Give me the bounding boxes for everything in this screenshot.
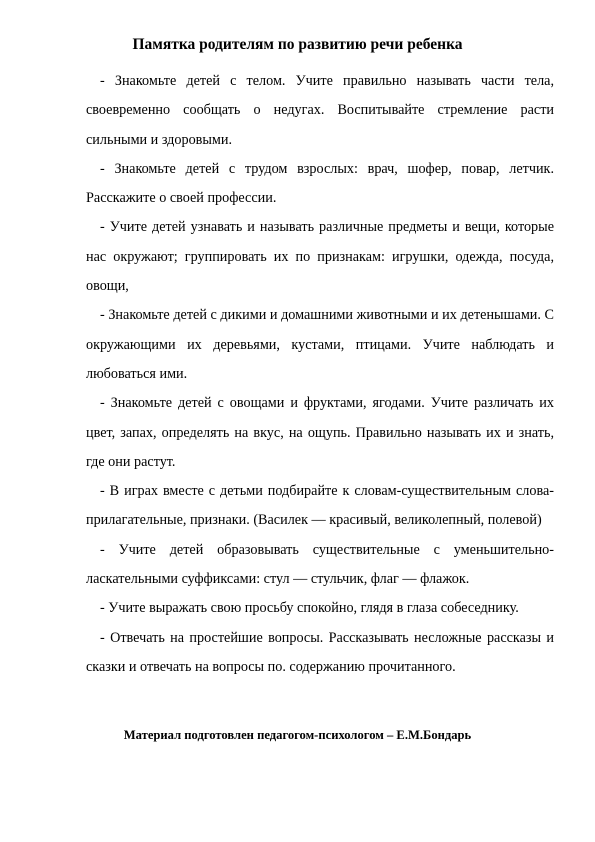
author-credit: Материал подготовлен педагогом-психологом – Е.М.Бондарь: [123, 728, 472, 742]
memo-item-requests: - Учите выражать свою просьбу спокойно, глядя в глаза собеседнику.: [100, 600, 519, 617]
memo-item-body-parts: - Знакомьте детей с телом. Учите правильно называть части тела, своевременно сообщать о недугах. Воспитывайте стремление расти сильными и здоровыми.: [86, 73, 554, 148]
memo-item-adult-work: - Знакомьте детей с трудом взрослых: врач, шофер, повар, летчик. Расскажите о своей профессии.: [86, 160, 554, 207]
memo-item-adjectives: - В играх вместе с детьми подбирайте к словам-существительным слова-прилагательные, признаки. (Василек — красивый, великолепный, полевой): [86, 483, 554, 529]
page-title: Памятка родителям по развитию речи ребенка: [132, 36, 463, 53]
memo-item-animals: - Знакомьте детей с дикими и домашними животными и их детенышами. С окружающими их деревьями, кустами, птицами. Учите наблюдать и любоваться ими.: [86, 307, 554, 382]
memo-body: [86, 67, 554, 682]
memo-item-objects: - Учите детей узнавать и называть различные предметы и вещи, которые нас окружают; группировать их по признакам: игрушки, одежда, посуда, овощи,: [86, 219, 554, 295]
memo-item-questions: - Отвечать на простейшие вопросы. Рассказывать несложные рассказы и сказки и отвечать на вопросы по. содержанию прочитанного.: [86, 629, 554, 675]
memo-item-vegetables-fruits: - Знакомьте детей с овощами и фруктами, ягодами. Учите различать их цвет, запах, определять на вкус, на ощупь. Правильно называть их и знать, где они растут.: [86, 395, 554, 470]
memo-item-diminutives: - Учите детей образовывать существительные с уменьшительно-ласкательными суффиксами: стул — стульчик, флаг — флажок.: [86, 541, 554, 588]
